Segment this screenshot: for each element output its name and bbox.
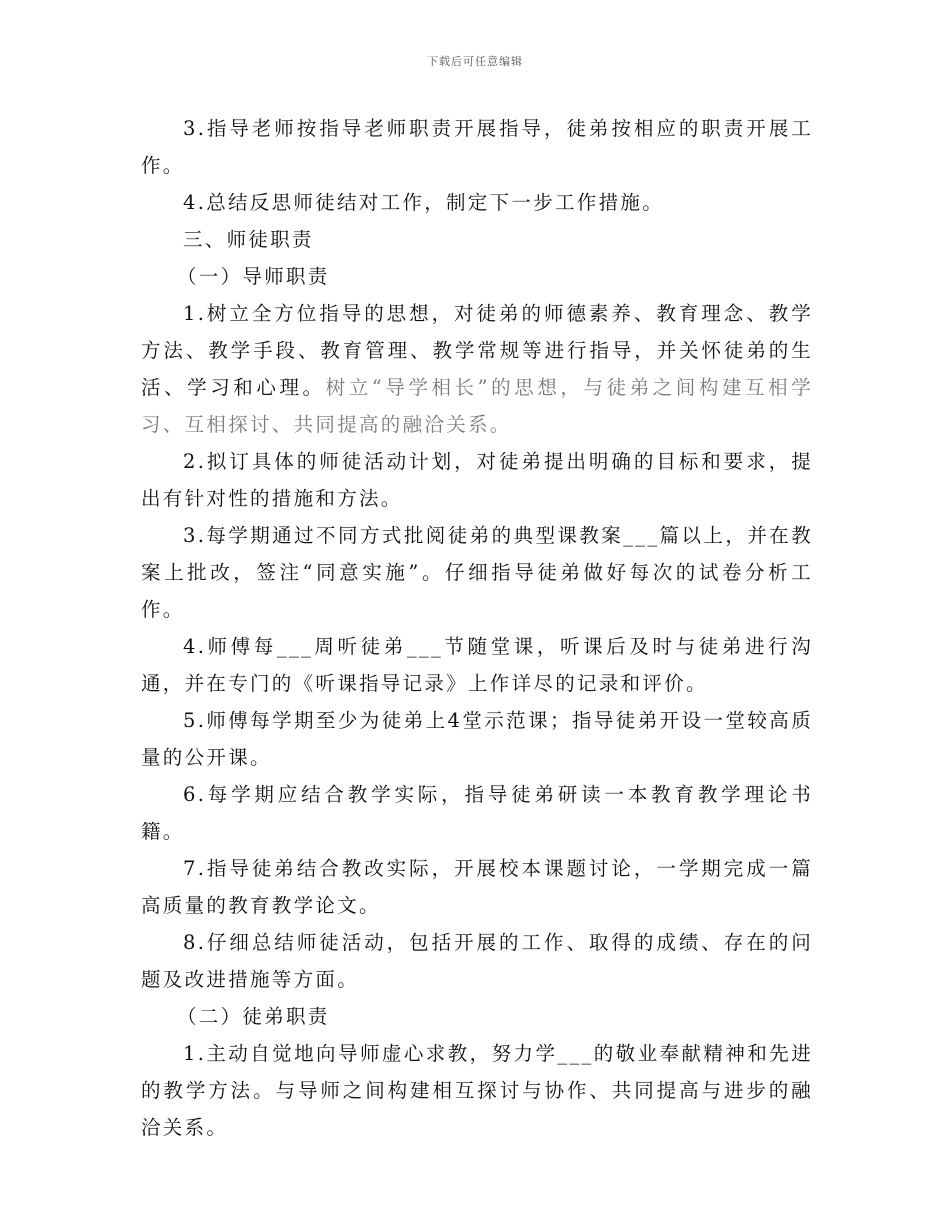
- paragraph-text: 1.树立全方位指导的思想，对徒弟的师德素养、教育理念、教学方法、教学手段、教育管理、教学常规等进行指导，并关怀徒弟的生活、学习和心理。: [141, 302, 813, 399]
- paragraph: 1.主动自觉地向导师虚心求教，努力学___的敬业奉献精神和先进的教学方法。与导师之间构建相互探讨与协作、共同提高与进步的融洽关系。: [141, 1042, 813, 1139]
- paragraph: 4.师傅每___周听徒弟___节随堂课，听课后及时与徒弟进行沟通，并在专门的《听课指导记录》上作详尽的记录和评价。: [141, 635, 813, 695]
- paragraph: 5.师傅每学期至少为徒弟上4堂示范课；指导徒弟开设一堂较高质量的公开课。: [141, 709, 813, 769]
- paragraph: 6.每学期应结合教学实际，指导徒弟研读一本教育教学理论书籍。: [141, 783, 813, 843]
- subsection-heading: （二）徒弟职责: [177, 1005, 330, 1028]
- paragraph: 3.每学期通过不同方式批阅徒弟的典型课教案___篇以上，并在教案上批改，签注“同意实施”。仔细指导徒弟做好每次的试卷分析工作。: [141, 524, 813, 621]
- section-heading: 三、师徒职责: [183, 228, 314, 251]
- subsection-heading: （一）导师职责: [177, 265, 330, 288]
- page-header: 下载后可任意编辑: [427, 55, 523, 68]
- paragraph: 7.指导徒弟结合教改实际，开展校本课题讨论，一学期完成一篇高质量的教育教学论文。: [141, 857, 813, 917]
- paragraph: 3.指导老师按指导老师职责开展指导，徒弟按相应的职责开展工作。: [141, 117, 813, 177]
- document-body: [141, 110, 813, 1146]
- paragraph: 8.仔细总结师徒活动，包括开展的工作、取得的成绩、存在的问题及改进措施等方面。: [141, 931, 813, 991]
- paragraph: 4.总结反思师徒结对工作，制定下一步工作措施。: [183, 191, 665, 214]
- paragraph: [141, 295, 813, 443]
- paragraph: 2.拟订具体的师徒活动计划，对徒弟提出明确的目标和要求，提出有针对性的措施和方法。: [141, 450, 813, 510]
- paragraph-text-faint: 树立“导学相长”的思想，与徒弟之间构建互相学习、互相探讨、共同提高的融洽关系。: [141, 376, 813, 436]
